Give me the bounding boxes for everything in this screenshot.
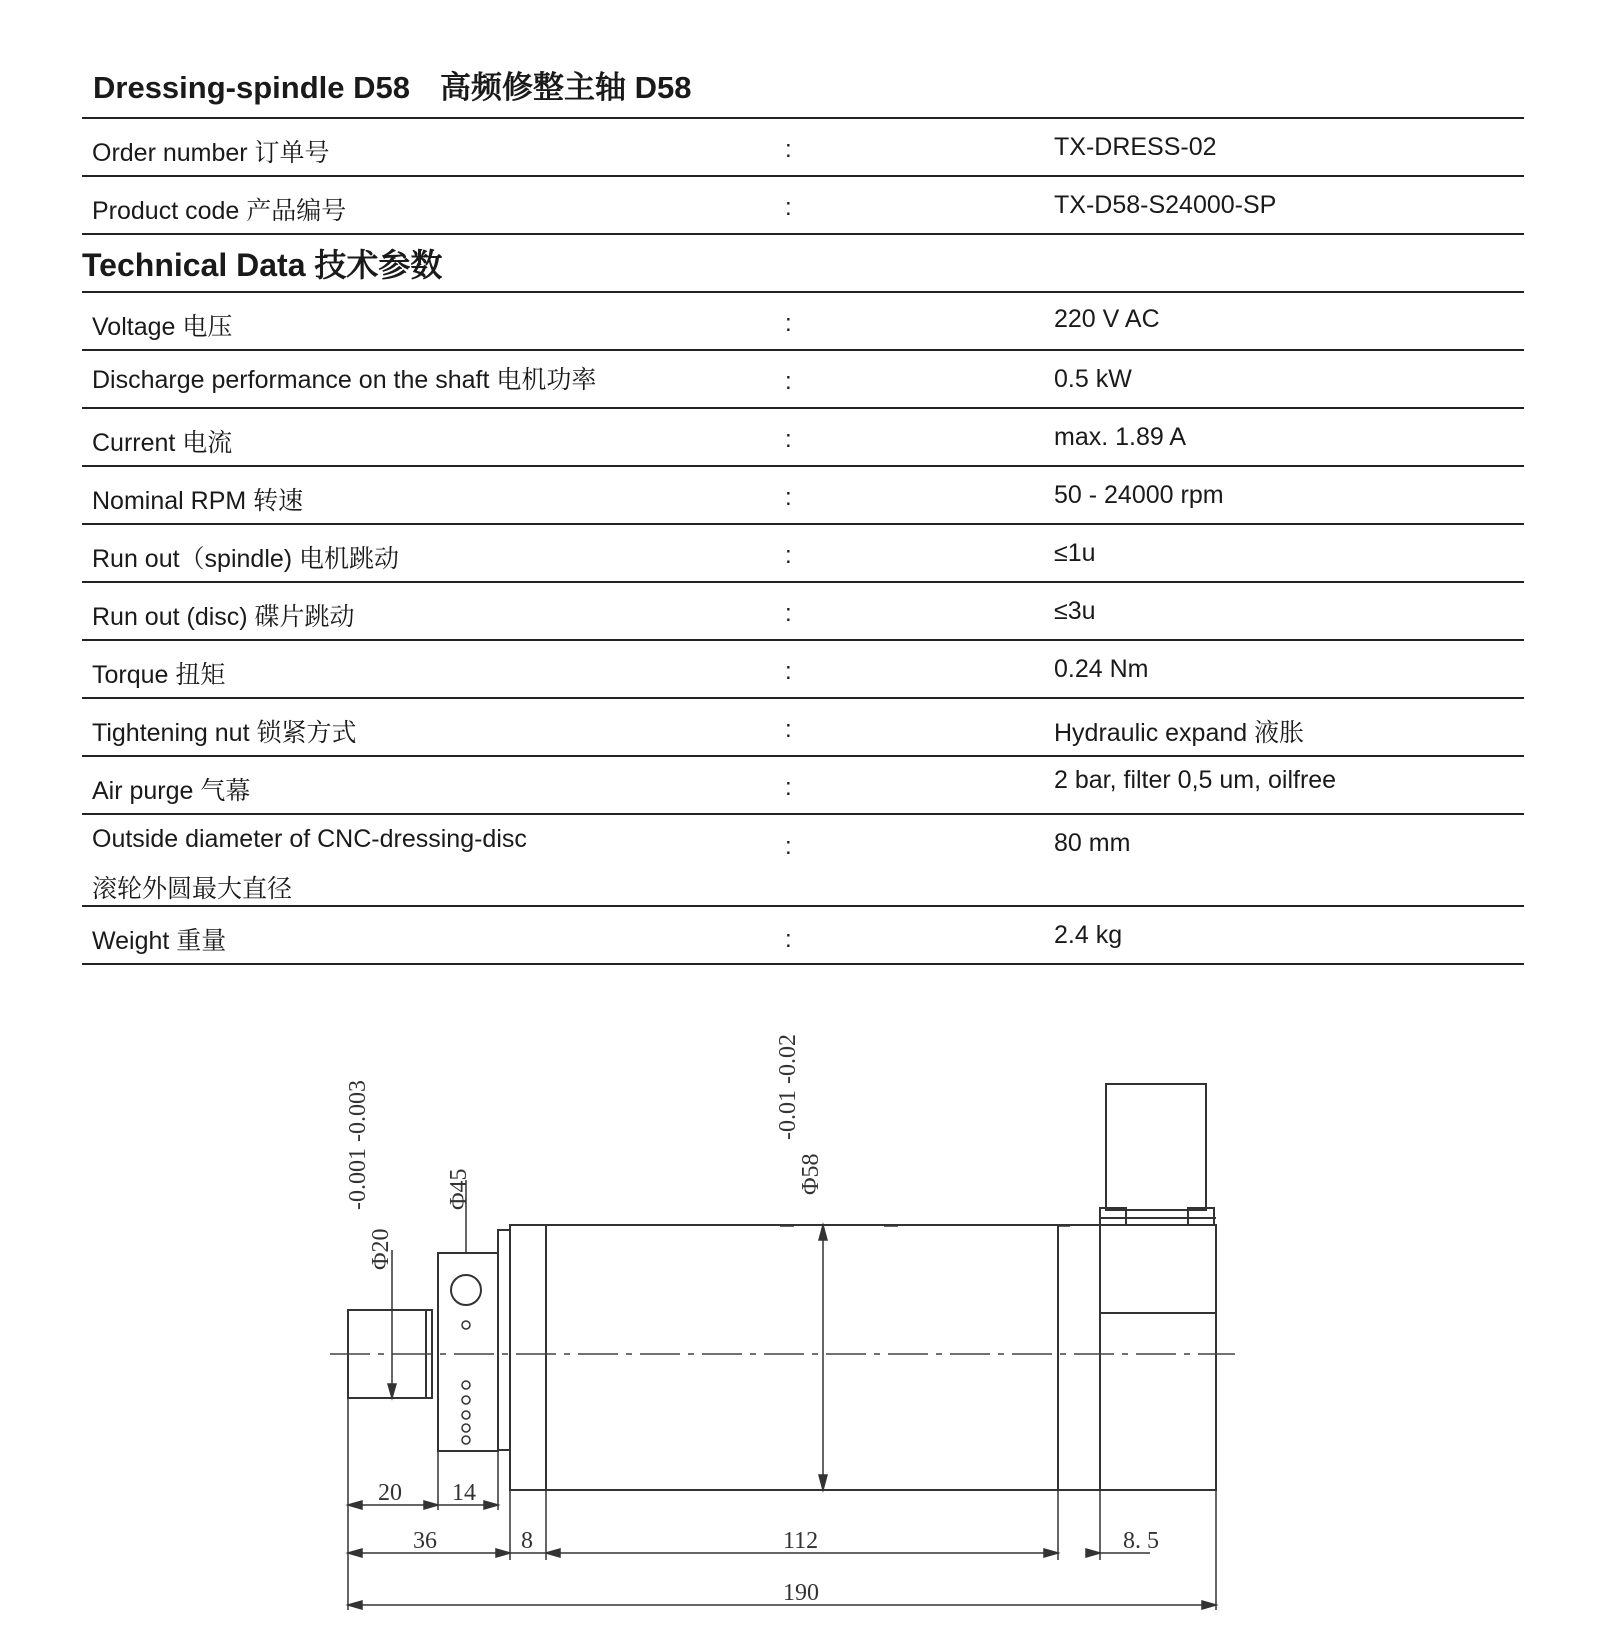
dim-85-label: 8. 5 (1123, 1528, 1159, 1554)
nut-pin-hole (462, 1381, 470, 1389)
table-rule (82, 813, 1524, 815)
arrowhead (546, 1549, 560, 1557)
row-value: 2.4 kg (1054, 921, 1123, 949)
row-colon: : (785, 310, 792, 337)
table-rule (82, 963, 1524, 965)
dim-d20-label: Φ20 (368, 1228, 394, 1270)
row-colon: : (785, 716, 792, 743)
arrowhead (1202, 1601, 1216, 1609)
row-value: TX-D58-S24000-SP (1054, 191, 1277, 219)
row-label: Voltage 电压 (92, 313, 233, 341)
row-colon: : (785, 833, 792, 860)
row-value: Hydraulic expand 液胀 (1054, 719, 1305, 747)
nut (438, 1253, 498, 1451)
nut-pin-hole (462, 1411, 470, 1419)
row-value: 220 V AC (1054, 305, 1160, 333)
row-colon: : (785, 426, 792, 453)
table-rule (82, 349, 1524, 351)
row-value: ≤3u (1054, 597, 1096, 625)
row-label: Current 电流 (92, 429, 233, 457)
table-rule (82, 755, 1524, 757)
table-rule (82, 117, 1524, 119)
dim-14-label: 14 (452, 1480, 476, 1506)
dim-d58-label: Φ58 (798, 1153, 824, 1195)
nut-pin-hole (462, 1436, 470, 1444)
arrowhead (819, 1475, 827, 1490)
table-rule (82, 291, 1524, 293)
arrowhead (819, 1225, 827, 1240)
row-label: Nominal RPM 转速 (92, 487, 304, 515)
arrowhead (424, 1501, 438, 1509)
technical-drawing (0, 1000, 1600, 1643)
row-value: TX-DRESS-02 (1054, 133, 1217, 161)
table-rule (82, 465, 1524, 467)
row-value: 0.5 kW (1054, 365, 1132, 393)
table-rule (82, 639, 1524, 641)
arrowhead (1086, 1549, 1100, 1557)
row-colon: : (785, 774, 792, 801)
table-rule (82, 581, 1524, 583)
dim-190-label: 190 (783, 1580, 819, 1606)
row-colon: : (785, 926, 792, 953)
arrowhead (348, 1601, 362, 1609)
title-chinese: 高频修整主轴 D58 (439, 70, 692, 105)
row-colon: : (785, 600, 792, 627)
row-value: 2 bar, filter 0,5 um, oilfree (1054, 766, 1337, 794)
dim-d45-label: Φ45 (446, 1168, 472, 1210)
section-title: Technical Data 技术参数 (82, 247, 443, 283)
row-label: Weight 重量 (92, 927, 227, 955)
row-value: 50 - 24000 rpm (1054, 481, 1224, 509)
row-label: Torque 扭矩 (92, 661, 226, 689)
row-label: Order number 订单号 (92, 139, 330, 167)
row-label: Air purge 气幕 (92, 777, 251, 805)
table-rule (82, 233, 1524, 235)
nut-hole (451, 1275, 481, 1305)
dim-d20-tolerance: -0.001 -0.003 (345, 1080, 371, 1210)
row-value: ≤1u (1054, 539, 1096, 567)
flange (498, 1230, 510, 1450)
dim-20-label: 20 (378, 1480, 402, 1506)
row-label: Run out（spindle) 电机跳动 (92, 545, 400, 573)
table-rule (82, 905, 1524, 907)
row-colon: : (785, 542, 792, 569)
title-english: Dressing-spindle D58 (93, 70, 410, 105)
table-rule (82, 697, 1524, 699)
row-colon: : (785, 368, 792, 395)
arrowhead (348, 1549, 362, 1557)
dim-112-label: 112 (783, 1528, 819, 1554)
row-value: max. 1.89 A (1054, 423, 1187, 451)
row-value: 80 mm (1054, 829, 1131, 857)
dim-d58-tolerance: -0.01 -0.02 (775, 1034, 801, 1140)
row-colon: : (785, 136, 792, 163)
row-label: Run out (disc) 碟片跳动 (92, 603, 355, 631)
row-colon: : (785, 484, 792, 511)
nut-pin-hole (462, 1396, 470, 1404)
dim-36-label: 36 (413, 1528, 437, 1554)
row-label: Discharge performance on the shaft 电机功率 (92, 366, 597, 394)
rear-housing (1100, 1225, 1216, 1490)
arrowhead (348, 1501, 362, 1509)
row-colon: : (785, 194, 792, 221)
row-label: Outside diameter of CNC-dressing-disc (92, 825, 527, 853)
row-label: Tightening nut 锁紧方式 (92, 719, 357, 747)
table-rule (82, 523, 1524, 525)
page-title (93, 62, 691, 107)
table-rule (82, 407, 1524, 409)
row-colon: : (785, 658, 792, 685)
arrowhead (388, 1384, 396, 1398)
nut-pin-hole (462, 1321, 470, 1329)
connector-box (1106, 1084, 1206, 1210)
spindle-body (510, 1225, 1100, 1490)
arrowhead (1044, 1549, 1058, 1557)
arrowhead (484, 1501, 498, 1509)
row-value: 0.24 Nm (1054, 655, 1149, 683)
row-label-secondary: 滚轮外圆最大直径 (92, 875, 293, 903)
nut-pin-hole (462, 1424, 470, 1432)
table-rule (82, 175, 1524, 177)
arrowhead (496, 1549, 510, 1557)
row-label: Product code 产品编号 (92, 197, 347, 225)
dim-8-label: 8 (521, 1528, 533, 1554)
